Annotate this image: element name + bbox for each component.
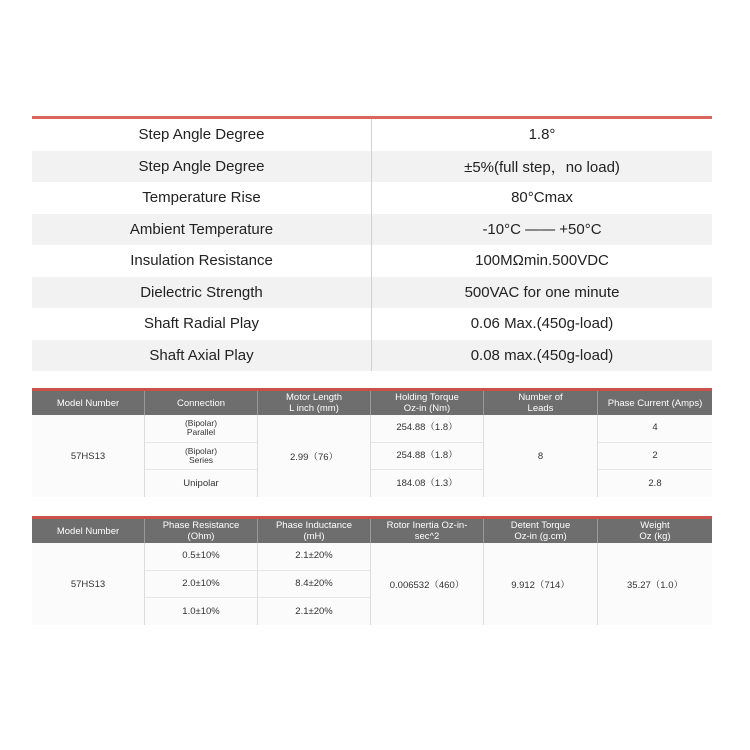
inductance-value: 2.1±20%: [295, 605, 333, 617]
current-value: 4: [598, 415, 712, 443]
connection-top: (Bipolar): [184, 446, 218, 456]
table-row: [32, 415, 712, 497]
spec-row: [32, 119, 712, 151]
current-value: 2: [598, 443, 712, 471]
header-model-number: Model Number: [32, 519, 145, 543]
number-of-leads: 8: [537, 450, 544, 462]
spec-value: 1.8°: [528, 126, 556, 144]
current-value: 2.8: [648, 477, 662, 489]
spec-value: -10°C —— +50°C: [482, 220, 602, 238]
length-cell: [258, 415, 371, 497]
spec-value: 0.08 max.(450g-load): [470, 346, 614, 364]
torque-value: 254.88（1.8）: [371, 443, 483, 471]
spec-row: [32, 340, 712, 372]
connection-series: [145, 443, 257, 471]
inductance-cell: [258, 543, 371, 625]
spec-row: [32, 214, 712, 246]
resistance-value: 2.0±10%: [145, 571, 257, 599]
connection-bottom: Parallel: [186, 427, 216, 438]
resistance-cell: [145, 543, 258, 625]
spec-row: [32, 151, 712, 183]
resistance-value: 0.5±10%: [145, 543, 257, 571]
header-holding-torque: Holding Torque Oz-in (Nm): [371, 391, 484, 415]
spec-value: 500VAC for one minute: [464, 283, 620, 301]
model-number: 57HS13: [70, 578, 106, 590]
model-cell: [32, 543, 145, 625]
leads-cell: [484, 415, 598, 497]
connection-bottom: Series: [188, 455, 214, 465]
header-phase-inductance: Phase Inductance (mH): [258, 519, 371, 543]
header-detent-torque: Detent Torque Oz-in (g.cm): [484, 519, 598, 543]
table-header: [32, 388, 712, 415]
connection-bottom: Unipolar: [183, 477, 219, 489]
rotor-inertia: 0.006532（460）: [389, 580, 465, 591]
spec-label: Dielectric Strength: [32, 277, 372, 309]
model-number: 57HS13: [70, 450, 106, 462]
header-phase-resistance: Phase Resistance (Ohm): [145, 519, 258, 543]
torque-value: 184.08（1.3）: [396, 477, 458, 489]
spec-row: [32, 182, 712, 214]
header-connection: Connection: [145, 391, 258, 415]
torque-cell: [371, 415, 484, 497]
spec-label: Step Angle Degree: [32, 119, 372, 151]
resistance-value: 1.0±10%: [182, 605, 220, 617]
spec-label: Insulation Resistance: [32, 245, 372, 277]
weight-value: 35.27（1.0）: [627, 580, 683, 591]
spec-value: 80°Cmax: [511, 189, 573, 207]
spec-label: Temperature Rise: [32, 182, 372, 214]
header-motor-length: Motor Length L inch (mm): [258, 391, 371, 415]
detent-cell: [484, 543, 598, 625]
header-model-number: Model Number: [32, 391, 145, 415]
connection-top: (Bipolar): [184, 418, 218, 429]
spec-table: [32, 116, 712, 371]
inertia-cell: [371, 543, 484, 625]
motor-length: 2.99（76）: [289, 452, 339, 463]
table-header: [32, 516, 712, 543]
inductance-value: 8.4±20%: [258, 571, 370, 599]
header-phase-current: Phase Current (Amps): [607, 397, 703, 409]
spec-label: Ambient Temperature: [32, 214, 372, 246]
spec-value: 0.06 Max.(450g-load): [470, 315, 614, 333]
connection-cell: [145, 415, 258, 497]
weight-cell: [598, 543, 712, 625]
detent-torque: 9.912（714）: [511, 580, 570, 591]
torque-value: 254.88（1.8）: [371, 415, 483, 443]
connection-unipolar: [145, 470, 257, 497]
mechanical-table: [32, 516, 712, 625]
spec-row: [32, 308, 712, 340]
spec-label: Shaft Radial Play: [32, 308, 372, 340]
connection-parallel: [145, 415, 257, 443]
current-cell: [598, 415, 712, 497]
header-rotor-inertia: Rotor Inertia Oz-in- sec^2: [371, 519, 484, 543]
electrical-table: [32, 388, 712, 497]
spec-value: ±5%(full step，no load): [464, 158, 620, 176]
model-cell: [32, 415, 145, 497]
spec-label: Step Angle Degree: [32, 151, 372, 183]
spec-row: [32, 277, 712, 309]
spec-value: 100MΩmin.500VDC: [475, 252, 609, 270]
spec-label: Shaft Axial Play: [32, 340, 372, 372]
table-row: [32, 543, 712, 625]
header-weight: Weight Oz (kg): [639, 520, 671, 542]
spec-row: [32, 245, 712, 277]
inductance-value: 2.1±20%: [258, 543, 370, 571]
header-number-of-leads: Number of Leads: [484, 391, 598, 415]
